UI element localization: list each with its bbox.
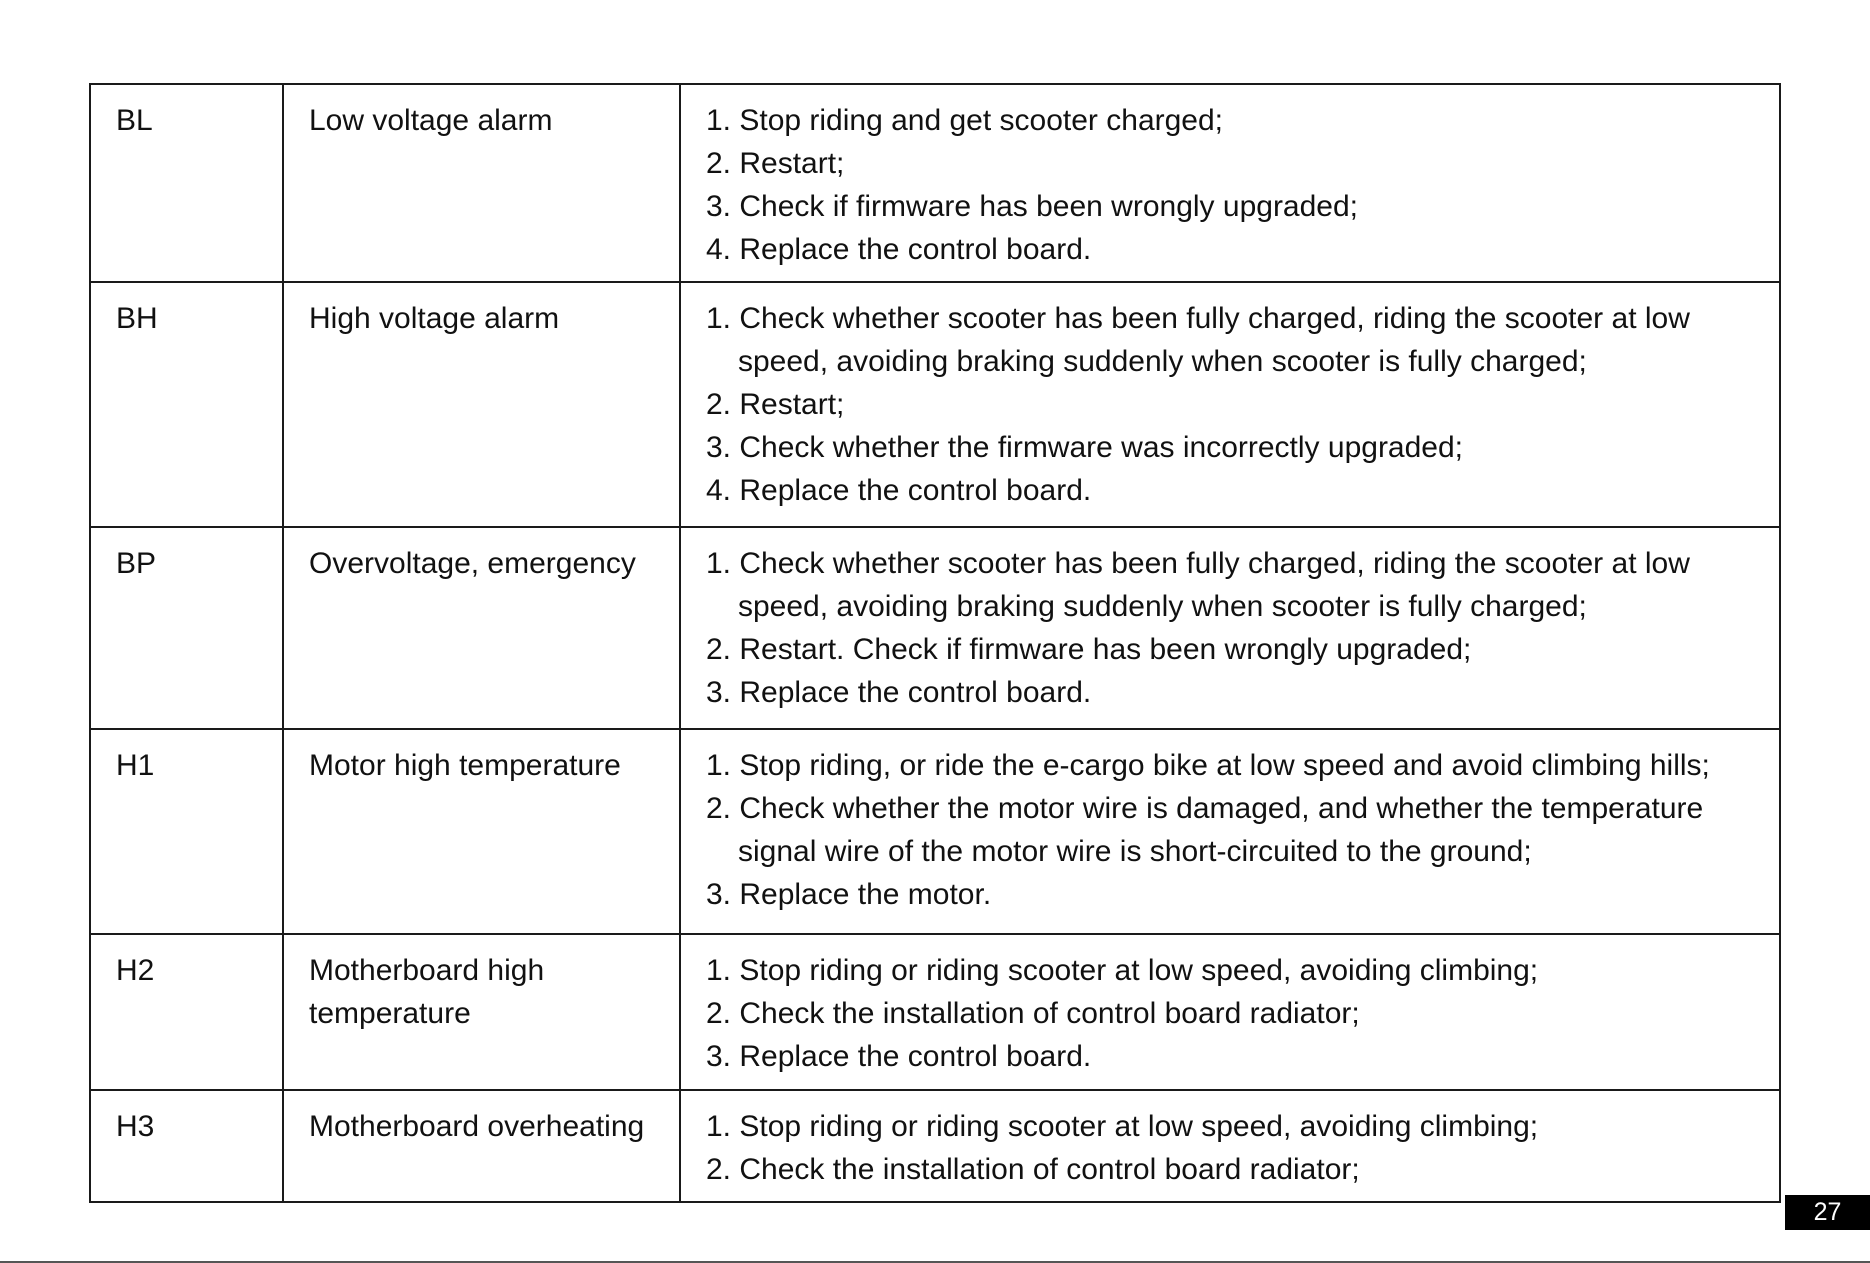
solution-cell — [680, 1090, 1780, 1202]
error-code: H2 — [90, 934, 283, 1090]
solution-step: 2. Restart; — [706, 147, 845, 180]
solution-step: 2. Restart. Check if firmware has been wrongly upgraded; — [706, 633, 1472, 666]
table-row — [90, 1090, 1780, 1202]
solution-cell — [680, 729, 1780, 934]
error-code: BL — [90, 84, 283, 282]
solution-steps — [706, 1105, 1755, 1191]
solution-step: 1. Stop riding or riding scooter at low speed, avoiding climbing; — [706, 954, 1539, 987]
solution-steps — [706, 949, 1755, 1078]
solution-step: 4. Replace the control board. — [706, 474, 1092, 507]
solution-step: 3. Replace the control board. — [706, 1040, 1092, 1073]
error-description: Motherboard high temperature — [283, 934, 680, 1090]
table-row — [90, 282, 1780, 527]
error-description: Motherboard overheating — [283, 1090, 680, 1202]
error-code-table — [89, 83, 1781, 1203]
solution-steps — [706, 744, 1755, 916]
solution-cell — [680, 282, 1780, 527]
solution-step: 2. Check whether the motor wire is damaged, and whether the temperature signal wire of the motor wire is short-circuited to the ground; — [706, 792, 1704, 868]
solution-steps — [706, 297, 1755, 512]
solution-step: 3. Replace the control board. — [706, 676, 1092, 709]
solution-step: 1. Check whether scooter has been fully charged, riding the scooter at low speed, avoiding braking suddenly when scooter is fully charged; — [706, 302, 1690, 378]
error-description: Low voltage alarm — [283, 84, 680, 282]
solution-cell — [680, 84, 1780, 282]
error-code: H1 — [90, 729, 283, 934]
solution-step: 1. Stop riding or riding scooter at low speed, avoiding climbing; — [706, 1110, 1539, 1143]
solution-step: 1. Stop riding, or ride the e-cargo bike at low speed and avoid climbing hills; — [706, 749, 1710, 782]
table-row — [90, 934, 1780, 1090]
solution-step: 4. Replace the control board. — [706, 233, 1092, 266]
solution-step: 2. Check the installation of control board radiator; — [706, 1153, 1360, 1186]
page-number: 27 — [1785, 1195, 1870, 1230]
solution-step: 2. Check the installation of control board radiator; — [706, 997, 1360, 1030]
solution-steps — [706, 99, 1755, 271]
solution-cell — [680, 527, 1780, 729]
solution-step: 2. Restart; — [706, 388, 845, 421]
table-row — [90, 84, 1780, 282]
table-row — [90, 729, 1780, 934]
error-description: Overvoltage, emergency — [283, 527, 680, 729]
solution-step: 3. Check whether the firmware was incorrectly upgraded; — [706, 431, 1464, 464]
solution-step: 3. Replace the motor. — [706, 878, 992, 911]
solution-step: 3. Check if firmware has been wrongly upgraded; — [706, 190, 1359, 223]
error-description: High voltage alarm — [283, 282, 680, 527]
solution-step: 1. Stop riding and get scooter charged; — [706, 104, 1224, 137]
error-description: Motor high temperature — [283, 729, 680, 934]
error-code: BP — [90, 527, 283, 729]
solution-steps — [706, 542, 1755, 714]
solution-step: 1. Check whether scooter has been fully charged, riding the scooter at low speed, avoiding braking suddenly when scooter is fully charged; — [706, 547, 1690, 623]
error-code: H3 — [90, 1090, 283, 1202]
error-code: BH — [90, 282, 283, 527]
table-row — [90, 527, 1780, 729]
solution-cell — [680, 934, 1780, 1090]
